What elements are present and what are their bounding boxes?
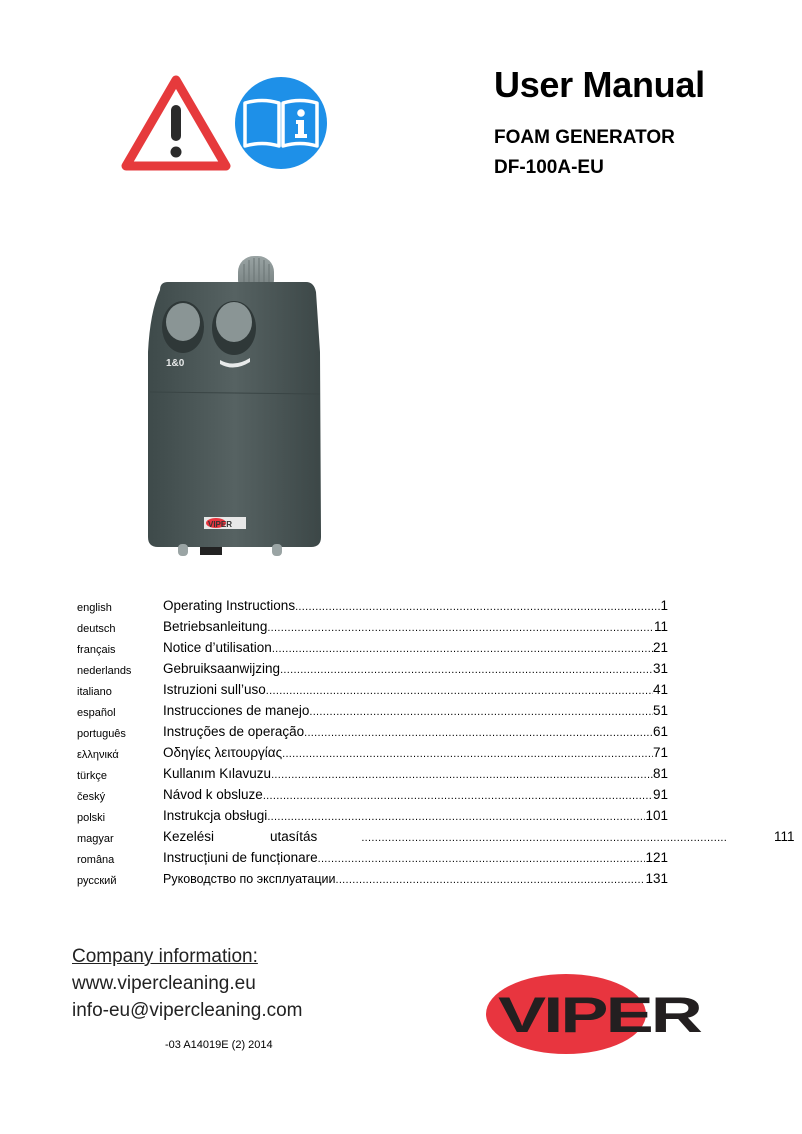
toc-language: português <box>77 728 126 740</box>
company-info <box>72 943 303 1024</box>
toc-leader <box>267 622 654 634</box>
toc-language: româna <box>77 854 115 866</box>
toc-title[interactable]: Operating Instructions <box>163 598 296 613</box>
toc-leader <box>272 643 653 655</box>
company-info-heading: Company information: <box>72 946 258 967</box>
toc-row-romana[interactable] <box>0 850 802 871</box>
toc-row-magyar[interactable] <box>0 829 802 850</box>
toc-language: русский <box>77 875 117 887</box>
toc-title[interactable]: Návod k obsluze <box>163 787 263 802</box>
toc-language: český <box>77 791 106 803</box>
toc-page-number: 121 <box>645 850 668 865</box>
toc-page-number: 81 <box>652 766 668 781</box>
toc-language: polski <box>77 812 106 824</box>
viper-logo <box>484 972 704 1056</box>
product-name: FOAM GENERATOR <box>494 127 675 148</box>
toc-row-turkce[interactable] <box>0 766 802 787</box>
toc-page-number: 111 <box>774 829 795 844</box>
toc-leader <box>309 706 653 718</box>
toc-row-portugues[interactable] <box>0 724 802 745</box>
toc-page-number: 41 <box>652 682 668 697</box>
toc-title[interactable]: Betriebsanleitung <box>163 619 268 634</box>
page-title: User Manual <box>494 64 705 105</box>
toc-row-italiano[interactable] <box>0 682 802 703</box>
toc-title[interactable]: Руководство по эксплуатации <box>163 872 336 886</box>
toc-leader <box>266 685 653 697</box>
toc-title[interactable]: Instrucțiuni de funcționare <box>163 850 318 865</box>
toc-title[interactable]: Gebruiksaanwijzing <box>163 661 281 676</box>
toc-language: türkçe <box>77 770 107 782</box>
toc-leader <box>271 769 653 781</box>
read-manual-icon <box>234 76 328 170</box>
toc-row-nederlands[interactable] <box>0 661 802 682</box>
toc-row-espanol[interactable] <box>0 703 802 724</box>
toc-title-part2[interactable]: utasítás <box>270 829 318 844</box>
toc-title[interactable]: Istruzioni sull’uso <box>163 682 266 697</box>
toc-title[interactable]: Notice d’utilisation <box>163 640 272 655</box>
toc-title[interactable]: Kullanım Kılavuzu <box>163 766 272 781</box>
toc-title[interactable]: Instrukcja obsługi <box>163 808 268 823</box>
toc-leader <box>361 832 728 844</box>
toc-page-number: 101 <box>645 808 668 823</box>
toc-title[interactable]: Instrucciones de manejo <box>163 703 310 718</box>
toc-leader <box>282 748 653 760</box>
toc-language: italiano <box>77 686 112 698</box>
toc-language: nederlands <box>77 665 132 677</box>
toc-leader <box>263 790 653 802</box>
warning-triangle-icon <box>121 75 231 171</box>
toc-row-polski[interactable] <box>0 808 802 829</box>
toc-page-number: 1 <box>660 598 668 613</box>
toc-leader <box>280 664 653 676</box>
toc-leader <box>267 811 645 823</box>
toc-title-part1[interactable]: Kezelési <box>163 829 215 844</box>
document-reference: -03 A14019E (2) 2014 <box>165 1039 273 1051</box>
toc-title[interactable]: Οδηγίες λειτουργίας <box>163 745 283 760</box>
toc-page-number: 91 <box>652 787 668 802</box>
toc-page-number: 71 <box>652 745 668 760</box>
toc-row-greek[interactable] <box>0 745 802 766</box>
toc-page-number: 21 <box>652 640 668 655</box>
toc-page-number: 131 <box>645 871 668 886</box>
toc-row-cesky[interactable] <box>0 787 802 808</box>
toc-page-number: 51 <box>652 703 668 718</box>
toc-language: ελληνικά <box>77 749 119 761</box>
toc-row-english[interactable] <box>0 598 802 619</box>
toc-page-number: 11 <box>653 619 668 634</box>
toc-leader <box>335 874 645 886</box>
toc-page-number: 31 <box>652 661 668 676</box>
company-email-link[interactable]: info-eu@vipercleaning.com <box>72 1000 303 1021</box>
toc-language: español <box>77 707 116 719</box>
toc-leader <box>295 601 660 613</box>
svg-text:VIPER: VIPER <box>208 520 233 529</box>
toc-leader <box>318 853 646 865</box>
toc-leader <box>304 727 653 739</box>
toc-row-francais[interactable] <box>0 640 802 661</box>
svg-text:VIPER: VIPER <box>498 987 703 1043</box>
company-website-link[interactable]: www.vipercleaning.eu <box>72 973 256 994</box>
toc-row-russian[interactable] <box>0 871 802 892</box>
toc-language: français <box>77 644 116 656</box>
toc-page-number: 61 <box>652 724 668 739</box>
toc-title[interactable]: Instruções de operação <box>163 724 305 739</box>
model-number: DF-100A-EU <box>494 157 604 178</box>
toc-row-deutsch[interactable] <box>0 619 802 640</box>
toc-language: deutsch <box>77 623 116 635</box>
svg-text:1&0: 1&0 <box>166 358 185 369</box>
toc-language: magyar <box>77 833 114 845</box>
foam-generator-image <box>138 252 328 564</box>
toc-language: english <box>77 602 112 614</box>
